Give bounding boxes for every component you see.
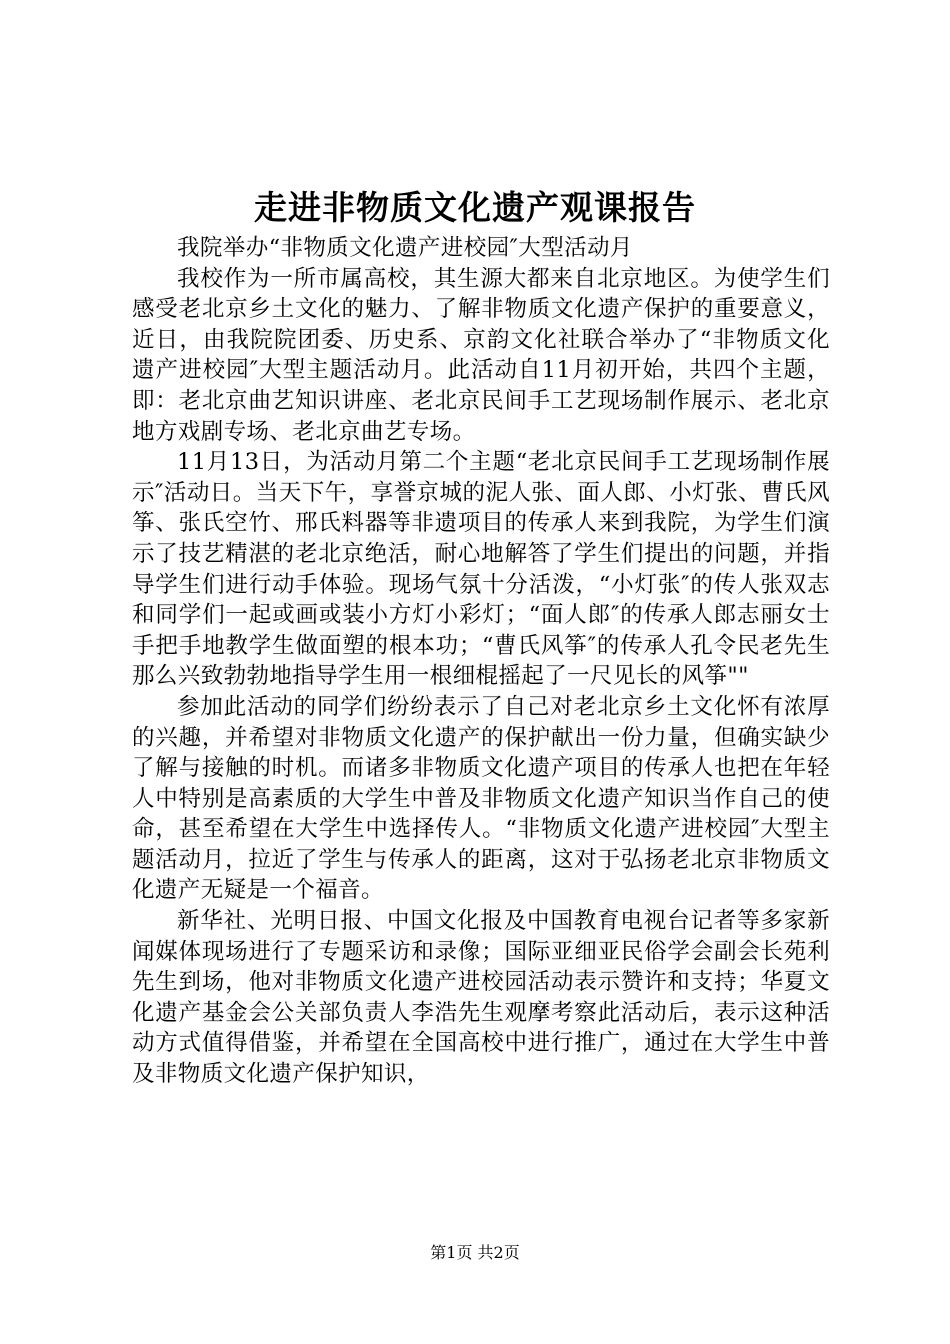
paragraph-intro: 我校作为一所市属高校，其生源大都来自北京地区。为使学生们感受老北京乡土文化的魅力、了解非物质文化遗产保护的重要意义，近日，由我院院团委、历史系、京韵文化社联合举办了“非物质文化遗产进校园″大型主题活动月。此活动自11月初开始，共四个主题，即：老北京曲艺知识讲座、老北京民间手工艺现场制作展示、老北京地方戏剧专场、老北京曲艺专场。	[132, 265, 830, 445]
document-body	[132, 233, 830, 1090]
paragraph-student-response: 参加此活动的同学们纷纷表示了自己对老北京乡土文化怀有浓厚的兴趣，并希望对非物质文化遗产的保护献出一份力量，但确实缺少了解与接触的时机。而诸多非物质文化遗产项目的传承人也把在年轻人中特别是高素质的大学生中普及非物质文化遗产知识当作自己的使命，甚至希望在大学生中选择传人。“非物质文化遗产进校园″大型主题活动月，拉近了学生与传承人的距离，这对于弘扬老北京非物质文化遗产无疑是一个福音。	[132, 693, 830, 904]
paragraph-event-day: 11月13日，为活动月第二个主题“老北京民间手工艺现场制作展示″活动日。当天下午，享誉京城的泥人张、面人郎、小灯张、曹氏风筝、张氏空竹、邢氏料器等非遗项目的传承人来到我院，为学生们演示了技艺精湛的老北京绝活，耐心地解答了学生们提出的问题，并指导学生们进行动手体验。现场气氛十分活泼，“小灯张″的传人张双志和同学们一起或画或装小方灯小彩灯；“面人郎″的传承人郎志丽女士手把手地教学生做面塑的根本功；“曹氏风筝″的传承人孔令民老先生那么兴致勃勃地指导学生用一根细棍摇起了一尺见长的风筝""	[132, 449, 830, 690]
paragraph-media-coverage: 新华社、光明日报、中国文化报及中国教育电视台记者等多家新闻媒体现场进行了专题采访和录像；国际亚细亚民俗学会副会长苑利先生到场，他对非物质文化遗产进校园活动表示赞许和支持；华夏文化遗产基金会公关部负责人李浩先生观摩考察此活动后，表示这种活动方式值得借鉴，并希望在全国高校中进行推广，通过在大学生中普及非物质文化遗产保护知识，	[132, 908, 830, 1088]
paragraph-subtitle: 我院举办“非物质文化遗产进校园″大型活动月	[177, 235, 633, 261]
document-title: 走进非物质文化遗产观课报告	[254, 188, 696, 227]
page-number-footer: 第1页 共2页	[430, 1243, 520, 1262]
